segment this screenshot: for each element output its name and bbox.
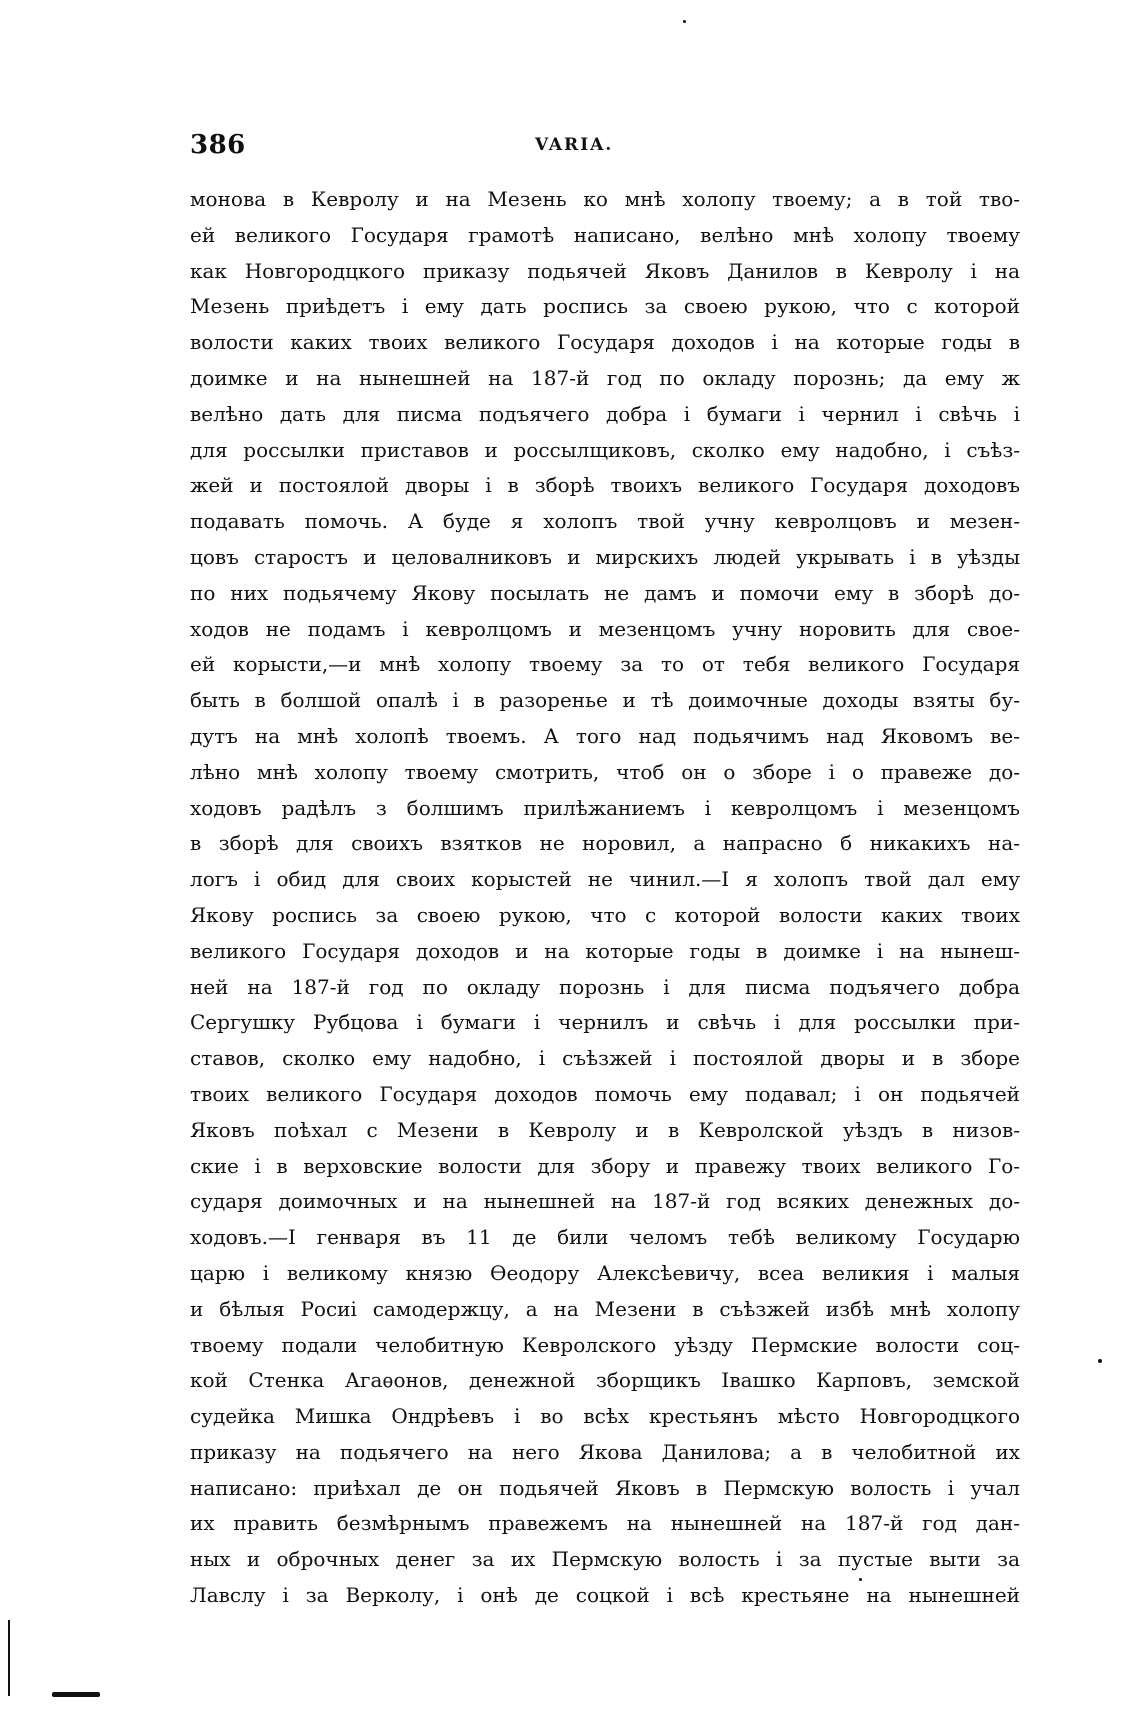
text-line-12: по них подьячему Якову посылать не дамъ и помочи ему в зборѣ до-	[190, 580, 1020, 605]
text-line-31: царю і великому князю Ѳеодору Алексѣевичу, всеа великия і малыя	[190, 1260, 1020, 1285]
text-line-32: и бѣлыя Росиі самодержцу, а на Мезени в съѣзжей избѣ мнѣ холопу	[190, 1296, 1020, 1321]
document-body	[190, 182, 1020, 1614]
text-line-40: Лавслу і за Верколу, і онѣ де соцкой і всѣ крестьяне на нынешней	[190, 1583, 1020, 1608]
text-line-5: волости каких твоих великого Государя доходов і на которые годы в	[190, 330, 1020, 355]
text-line-35: судейка Мишка Ондрѣевъ і во всѣх крестьянъ мѣсто Новгородцкого	[190, 1404, 1020, 1429]
scan-speck	[1098, 1359, 1102, 1363]
text-line-4: Мезень приѣдетъ і ему дать роспись за своею рукою, что с которой	[190, 294, 1020, 319]
text-line-6: доимке и на нынешней на 187-й год по окладу порознь; да ему ж	[190, 365, 1020, 390]
section-title: VARIA.	[535, 135, 614, 155]
text-line-11: цовъ старостъ и целовалниковъ и мирскихъ людей укрывать і в уѣзды	[190, 544, 1020, 569]
text-line-23: ней на 187-й год по окладу порознь і для писма подъячего добра	[190, 974, 1020, 999]
text-line-39: ных и оброчных денег за их Пермскую волость і за пустые выти за	[190, 1547, 1020, 1572]
text-line-37: написано: приѣхал де он подьячей Яковъ в Пермскую волость і учал	[190, 1475, 1020, 1500]
text-line-15: быть в болшой опалѣ і в разоренье и тѣ доимочные доходы взяты бу-	[190, 688, 1020, 713]
text-line-14: ей корысти,—и мнѣ холопу твоему за то от тебя великого Государя	[190, 652, 1020, 677]
text-line-7: велѣно дать для писма подъячего добра і бумаги і чернил і свѣчь і	[190, 401, 1020, 426]
text-line-16: дутъ на мнѣ холопѣ твоемъ. А того над подьячимъ над Яковомъ ве-	[190, 723, 1020, 748]
text-line-20: логъ і обид для своих корыстей не чинил.—I я холопъ твой дал ему	[190, 867, 1020, 892]
text-line-30: ходовъ.—I генваря въ 11 де били челомъ тебѣ великому Государю	[190, 1225, 1020, 1250]
text-line-36: приказу на подьячего на него Якова Данилова; а в челобитной их	[190, 1439, 1020, 1464]
page-number: 386	[190, 130, 246, 160]
text-line-3: как Новгородцкого приказу подьячей Яковъ Данилов в Кевролу і на	[190, 258, 1020, 283]
text-line-29: сударя доимочных и на нынешней на 187-й год всяких денежных до-	[190, 1189, 1020, 1214]
text-line-25: ставов, сколко ему надобно, і съѣзжей і постоялой дворы и в зборе	[190, 1046, 1020, 1071]
binding-edge-mark	[8, 1620, 10, 1696]
text-line-2: ей великого Государя грамотѣ написано, велѣно мнѣ холопу твоему	[190, 222, 1020, 247]
text-line-13: ходов не подамъ і кевролцомъ и мезенцомъ учну норовить для свое-	[190, 616, 1020, 641]
text-line-8: для россылки приставов и россылщиковъ, сколко ему надобно, і съѣз-	[190, 437, 1020, 462]
text-line-26: твоих великого Государя доходов помочь ему подавал; і он подьячей	[190, 1081, 1020, 1106]
binding-edge-mark	[52, 1692, 100, 1697]
text-line-1: монова в Кевролу и на Мезень ко мнѣ холопу твоему; а в той тво-	[190, 187, 1020, 211]
text-line-17: лѣно мнѣ холопу твоему смотрить, чтоб он о зборе і о правеже до-	[190, 759, 1020, 784]
text-line-18: ходовъ радѣлъ з болшимъ прилѣжаниемъ і кевролцомъ і мезенцомъ	[190, 795, 1020, 820]
scan-speck	[859, 1578, 862, 1581]
running-head	[190, 129, 1020, 161]
text-line-10: подавать помочь. А буде я холопъ твой учну кевролцовъ и мезен-	[190, 509, 1020, 534]
text-line-38: их править безмѣрнымъ правежемъ на нынешней на 187-й год дан-	[190, 1511, 1020, 1536]
text-line-27: Яковъ поѣхал с Мезени в Кевролу и в Кевролской уѣздъ в низов-	[190, 1117, 1020, 1142]
text-line-9: жей и постоялой дворы і в зборѣ твоихъ великого Государя доходовъ	[190, 473, 1020, 498]
text-line-22: великого Государя доходов и на которые годы в доимке і на нынеш-	[190, 938, 1020, 963]
text-line-28: ские і в верховские волости для збору и правежу твоих великого Го-	[190, 1153, 1020, 1178]
text-line-21: Якову роспись за своею рукою, что с которой волости каких твоих	[190, 902, 1020, 927]
scan-speck	[683, 20, 686, 23]
text-line-19: в зборѣ для своихъ взятков не норовил, а напрасно б никакихъ на-	[190, 831, 1020, 856]
text-line-33: твоему подали челобитную Кевролского уѣзду Пермские волости соц-	[190, 1332, 1020, 1357]
text-line-24: Сергушку Рубцова і бумаги і чернилъ и свѣчь і для россылки при-	[190, 1010, 1020, 1035]
text-line-34: кой Стенка Агаѳонов, денежной зборщикъ Івашко Карповъ, земской	[190, 1368, 1020, 1393]
